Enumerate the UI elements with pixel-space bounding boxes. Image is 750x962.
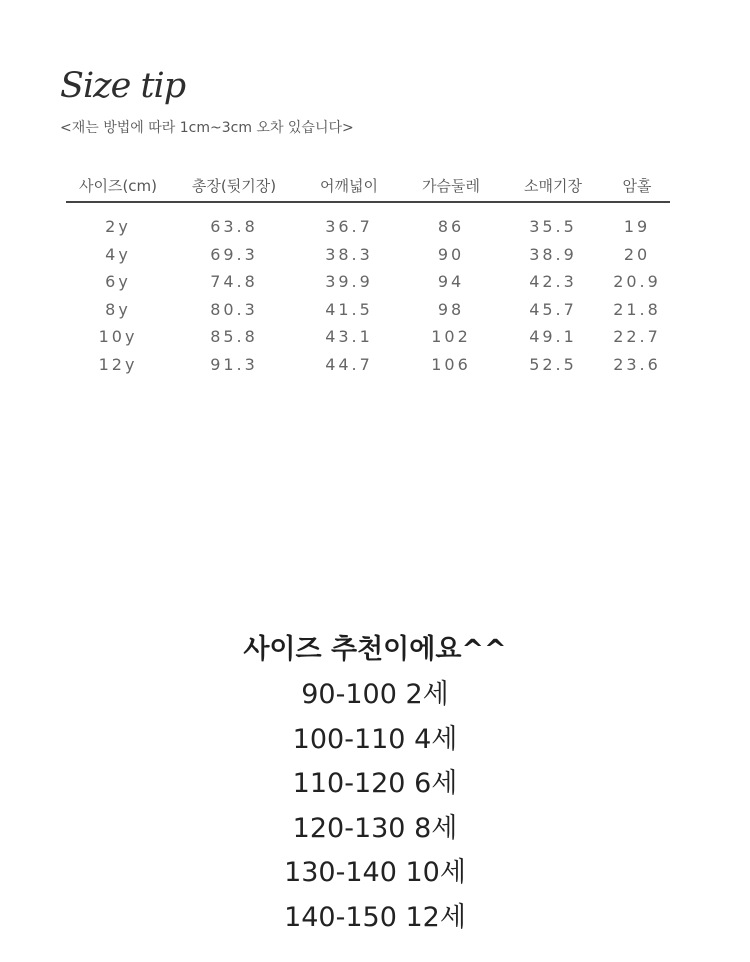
header-size: 사이즈(cm)	[66, 170, 170, 202]
table-cell: 6y	[105, 272, 131, 292]
table-cell: 44.7	[325, 354, 373, 374]
table-cell: 86	[437, 217, 465, 237]
table-cell: 23.6	[613, 354, 661, 374]
header-shoulder-width: 어깨넓이	[298, 170, 400, 202]
table-cell: 102	[431, 327, 471, 347]
table-cell: 52.5	[529, 354, 577, 374]
table-cell: 43.1	[325, 327, 373, 347]
size-recommendation	[0, 627, 750, 940]
table-row	[66, 241, 670, 269]
table-cell: 80.3	[210, 299, 258, 319]
table-header-row	[66, 170, 670, 202]
table-cell: 20	[623, 244, 651, 264]
table-cell: 98	[437, 299, 465, 319]
header-total-length: 총장(뒷기장)	[170, 170, 298, 202]
table-cell: 106	[431, 354, 471, 374]
table-cell: 45.7	[529, 299, 577, 319]
recommendation-line: 100-110 4세	[292, 723, 458, 755]
page-title: Size tip	[60, 66, 186, 106]
table-cell: 22.7	[613, 327, 661, 347]
table-cell: 20.9	[613, 272, 661, 292]
table-cell: 94	[437, 272, 465, 292]
recommendation-line: 120-130 8세	[292, 812, 458, 844]
table-cell: 74.8	[210, 272, 258, 292]
recommendation-title: 사이즈 추천이에요^^	[243, 634, 507, 665]
table-cell: 85.8	[210, 327, 258, 347]
table-cell: 90	[437, 244, 465, 264]
table-cell: 21.8	[613, 299, 661, 319]
table-row	[66, 268, 670, 296]
header-sleeve-length: 소매기장	[502, 170, 604, 202]
table-row	[66, 202, 670, 241]
table-cell: 91.3	[210, 354, 258, 374]
table-row	[66, 296, 670, 324]
header-chest: 가슴둘레	[400, 170, 502, 202]
table-cell: 39.9	[325, 272, 373, 292]
table-cell: 10y	[98, 327, 138, 347]
table-cell: 49.1	[529, 327, 577, 347]
table-row	[66, 351, 670, 379]
table-cell: 35.5	[529, 217, 577, 237]
recommendation-line: 110-120 6세	[292, 768, 458, 799]
table-cell: 69.3	[210, 244, 258, 264]
table-cell: 19	[623, 217, 651, 237]
table-cell: 8y	[105, 299, 131, 319]
table-cell: 36.7	[325, 217, 373, 237]
table-cell: 38.3	[325, 244, 373, 264]
table-cell: 12y	[98, 354, 138, 374]
table-cell: 4y	[105, 244, 131, 264]
table-cell: 42.3	[529, 272, 577, 292]
recommendation-line: 130-140 10세	[284, 857, 466, 888]
table-cell: 2y	[105, 217, 131, 237]
table-cell: 38.9	[529, 244, 577, 264]
table-row	[66, 323, 670, 351]
table-cell: 41.5	[325, 299, 373, 319]
size-table	[66, 170, 670, 378]
recommendation-line: 90-100 2세	[301, 679, 449, 710]
measurement-note: <재는 방법에 따라 1cm~3cm 오차 있습니다>	[60, 120, 354, 136]
recommendation-line: 140-150 12세	[284, 901, 466, 933]
table-cell: 63.8	[210, 217, 258, 237]
header-armhole: 암홀	[604, 170, 670, 202]
